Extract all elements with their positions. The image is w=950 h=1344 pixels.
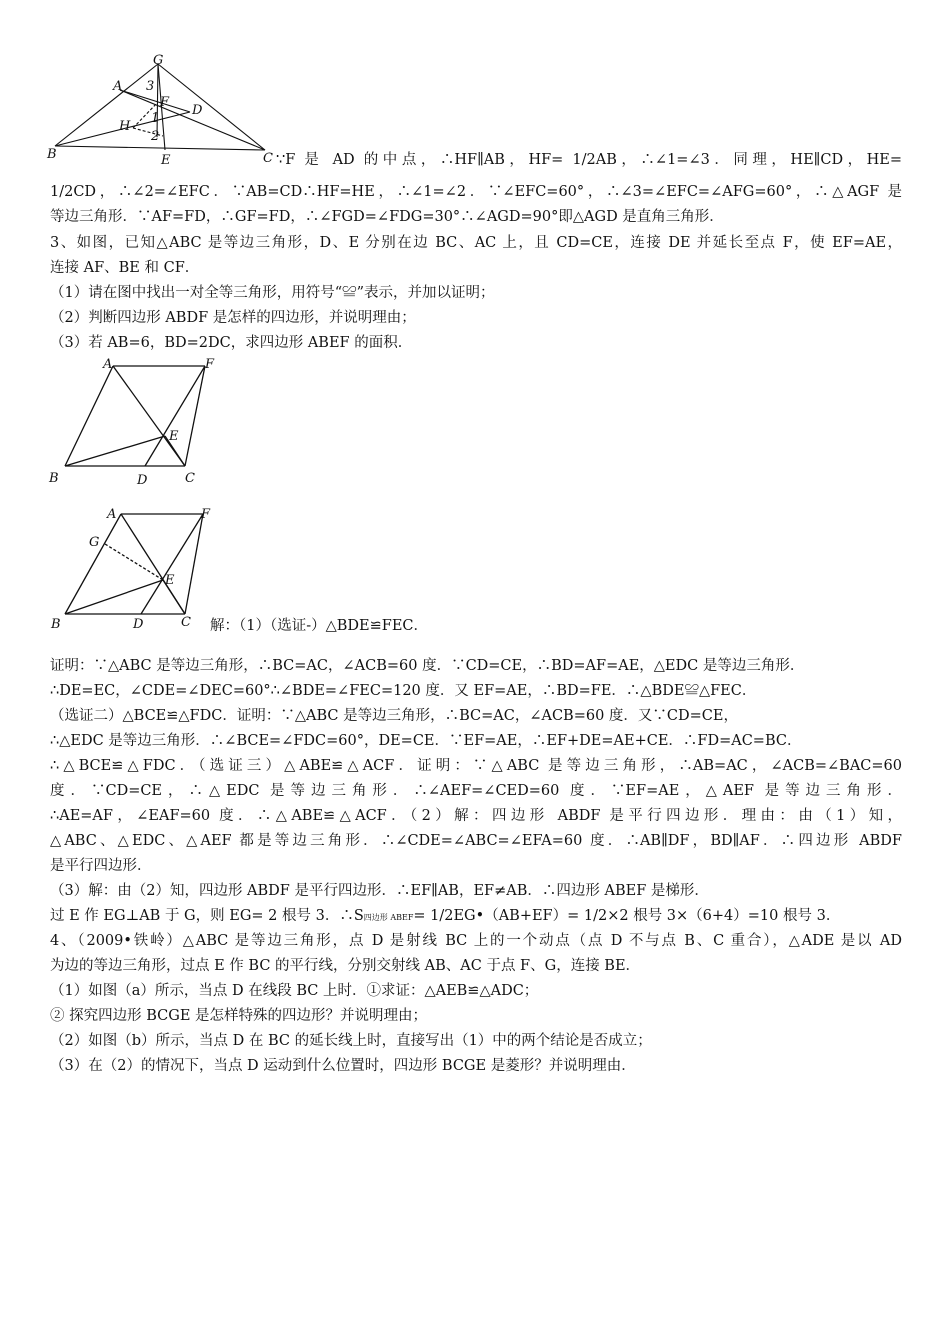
text-line-7: （2）判断四边形 ABDF 是怎样的四边形，并说明理由； [50, 310, 416, 326]
text-line-8: （3）若 AB=6，BD=2DC，求四边形 ABEF 的面积． [50, 335, 413, 351]
fig1-label-a: A [113, 79, 123, 94]
fig2-label-c: C [185, 471, 195, 486]
figure-3-diagram [45, 500, 225, 635]
fig1-label-d: D [192, 103, 203, 118]
text-line-2: 1/2CD，∴∠2=∠EFC．∵AB=CD∴HF=HE，∴∠1=∠2．∵∠EFC=60°，∴∠3=∠EFC=∠AFG=60°，∴△AGF 是 [50, 184, 902, 200]
fig3-label-d: D [133, 617, 144, 632]
area-formula-subscript: 四边形 ABEF [363, 913, 414, 922]
text-line-18: 是平行四边形． [50, 858, 152, 874]
text-line-11: ∴DE=EC，∠CDE=∠DEC=60°∴∠BDE=∠FEC=120 度．又 EF=AE，∴BD=FE．∴△BDE≌△FEC． [50, 683, 757, 699]
text-line-23: （1）如图（a）所示，当点 D 在线段 BC 上时．①求证：△AEB≌△ADC； [50, 983, 539, 999]
fig1-label-b: B [47, 147, 57, 162]
fig1-label-f: F [160, 95, 170, 110]
text-line-6: （1）请在图中找出一对全等三角形，用符号“≌”表示，并加以证明； [50, 285, 495, 301]
text-line-24: ② 探究四边形 BCGE 是怎样特殊的四边形？并说明理由； [50, 1008, 428, 1024]
fig1-label-1: 1 [151, 111, 160, 126]
fig3-label-f: F [201, 507, 211, 522]
figure-1-diagram [45, 52, 275, 170]
fig1-label-h: H [119, 119, 131, 134]
text-line-16: ∴AE=AF，∠EAF=60 度．∴△ABE≌△ACF．（2）解：四边形 ABDF 是平行四边形．理由：由（1）知， [50, 808, 902, 824]
text-line-5: 连接 AF、BE 和 CF． [50, 260, 200, 276]
fig3-label-g: G [89, 535, 100, 550]
fig2-label-e: E [169, 429, 179, 444]
solution-heading: 解：（1）（选证-）△BDE≌FEC． [210, 618, 429, 634]
fig1-label-e: E [161, 153, 171, 168]
area-formula-line [50, 906, 902, 928]
area-formula-part-b: = 1/2EG•（AB+EF）= 1/2×2 根号 3×（6+4）=10 根号 3． [413, 908, 841, 924]
text-line-12: （选证二）△BCE≌△FDC．证明：∵△ABC 是等边三角形，∴BC=AC，∠ACB=60 度．又∵CD=CE， [50, 708, 738, 724]
text-line-1: ∵F 是 AD 的中点，∴HF∥AB，HF= 1/2AB，∴∠1=∠3．同理，HE∥CD，HE= [276, 152, 902, 168]
area-formula-part-a: 过 E 作 EG⊥AB 于 G，则 EG= 2 根号 3．∴S [50, 908, 364, 924]
fig3-label-e: E [165, 573, 175, 588]
text-line-19: （3）解：由（2）知，四边形 ABDF 是平行四边形．∴EF∥AB，EF≠AB．∴四边形 ABEF 是梯形． [50, 883, 709, 899]
fig1-label-3: 3 [146, 79, 155, 94]
fig2-label-b: B [49, 471, 59, 486]
text-line-10: 证明：∵△ABC 是等边三角形，∴BC=AC，∠ACB=60 度．∵CD=CE，∴BD=AF=AE，△EDC 是等边三角形． [50, 658, 805, 674]
text-line-4: 3、如图，已知△ABC 是等边三角形，D、E 分别在边 BC、AC 上，且 CD=CE，连接 DE 并延长至点 F，使 EF=AE， [50, 235, 902, 251]
fig3-label-a: A [107, 507, 117, 522]
text-line-26: （3）在（2）的情况下，当点 D 运动到什么位置时，四边形 BCGE 是菱形？并说明理由． [50, 1058, 636, 1074]
text-line-13: ∴△EDC 是等边三角形．∴∠BCE=∠FDC=60°，DE=CE．∵EF=AE，∴EF+DE=AE+CE．∴FD=AC=BC． [50, 733, 802, 749]
fig3-label-b: B [51, 617, 61, 632]
text-line-3: 等边三角形．∵AF=FD，∴GF=FD，∴∠FGD=∠FDG=30°∴∠AGD=90°即△AGD 是直角三角形． [50, 209, 724, 225]
fig1-label-g: G [153, 53, 164, 68]
fig2-label-d: D [137, 473, 148, 488]
figure-2-diagram [45, 356, 225, 488]
text-line-17: △ABC、△EDC、△AEF 都是等边三角形．∴∠CDE=∠ABC=∠EFA=60 度．∴AB∥DF，BD∥AF．∴四边形 ABDF [50, 833, 902, 849]
fig2-label-a: A [103, 357, 113, 372]
text-line-22: 为边的等边三角形，过点 E 作 BC 的平行线，分别交射线 AB、AC 于点 F、G，连接 BE． [50, 958, 641, 974]
text-line-15: 度．∵CD=CE，∴△EDC 是等边三角形．∴∠AEF=∠CED=60 度．∵EF=AE，△AEF 是等边三角形． [50, 783, 902, 799]
fig2-label-f: F [205, 357, 215, 372]
text-line-25: （2）如图（b）所示，当点 D 在 BC 的延长线上时，直接写出（1）中的两个结论是否成立； [50, 1033, 652, 1049]
fig1-label-c: C [263, 151, 273, 166]
fig3-label-c: C [181, 615, 191, 630]
fig1-label-2: 2 [151, 129, 160, 144]
text-line-14: ∴△BCE≌△FDC．（选证三）△ABE≌△ACF．证明：∵△ABC 是等边三角形，∴AB=AC，∠ACB=∠BAC=60 [50, 758, 902, 774]
text-line-21: 4、（2009•铁岭）△ABC 是等边三角形，点 D 是射线 BC 上的一个动点（点 D 不与点 B、C 重合），△ADE 是以 AD [50, 933, 902, 949]
